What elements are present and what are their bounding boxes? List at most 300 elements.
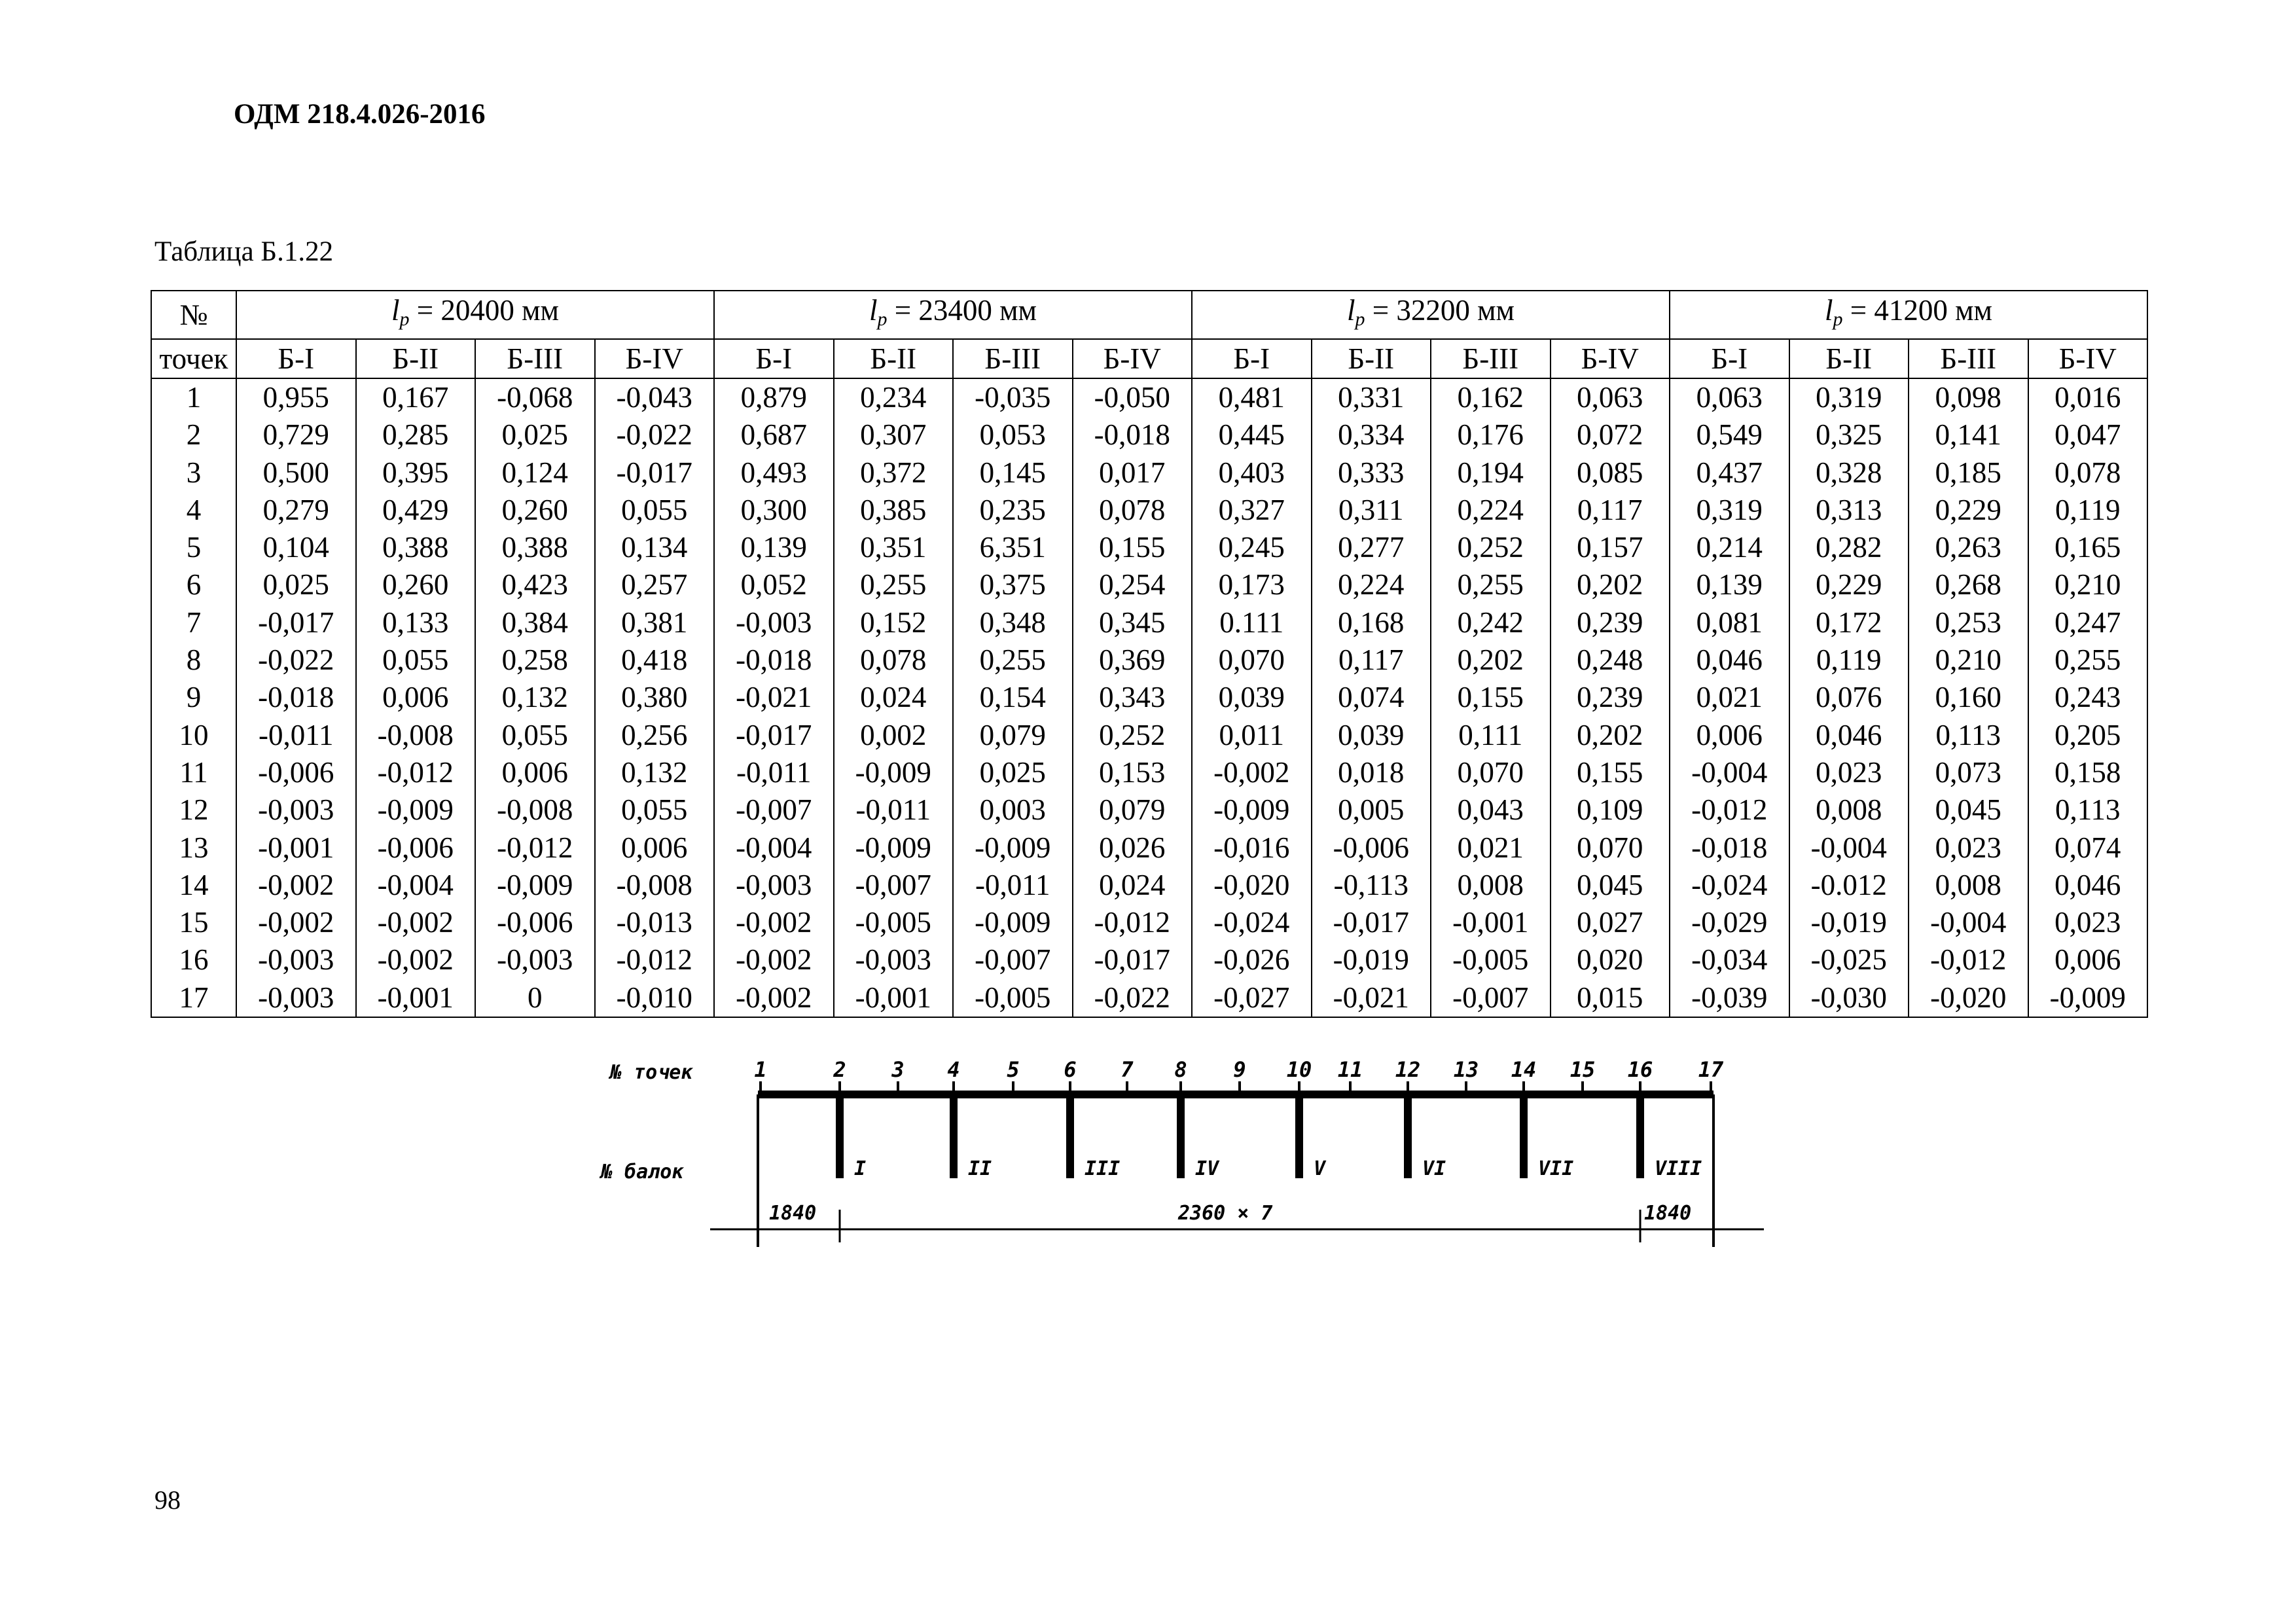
dimension-right-label: 1840 xyxy=(1644,1202,1692,1225)
coefficient-cell: -0,008 xyxy=(595,867,715,904)
coefficient-cell: 0,388 xyxy=(356,529,476,566)
point-number-cell: 1 xyxy=(151,378,236,416)
coefficient-cell: -0,004 xyxy=(1789,829,1909,867)
coefficient-cell: 0,072 xyxy=(1551,416,1670,454)
coefficient-cell: 0,039 xyxy=(1192,679,1312,716)
document-code: ОДМ 218.4.026-2016 xyxy=(234,99,486,130)
beam-column-header: Б-III xyxy=(953,339,1073,378)
coefficient-cell: 0,076 xyxy=(1789,679,1909,716)
coefficient-cell: -0,020 xyxy=(1192,867,1312,904)
coefficient-cell: 0,063 xyxy=(1670,378,1789,416)
coefficient-cell: 0,331 xyxy=(1312,378,1431,416)
coefficient-cell: 0,046 xyxy=(2028,867,2148,904)
coefficient-cell: -0,024 xyxy=(1192,904,1312,941)
coefficient-cell: -0,009 xyxy=(834,754,954,791)
points-row-label: № точек xyxy=(610,1061,693,1084)
table-caption: Таблица Б.1.22 xyxy=(154,236,334,267)
coefficient-cell: -0,016 xyxy=(1192,829,1312,867)
coefficient-cell: -0,011 xyxy=(834,791,954,829)
point-number-label: 15 xyxy=(1570,1057,1596,1082)
coefficient-cell: -0,012 xyxy=(475,829,595,867)
coefficient-cell: 0,224 xyxy=(1431,492,1551,529)
coefficient-cell: -0,009 xyxy=(2028,979,2148,1017)
coefficient-cell: 0,234 xyxy=(834,378,954,416)
coefficient-cell: 0,021 xyxy=(1670,679,1789,716)
coefficient-cell: -0,002 xyxy=(1192,754,1312,791)
coefficient-cell: 0,343 xyxy=(1073,679,1193,716)
coefficient-cell: 0,385 xyxy=(834,492,954,529)
coefficient-cell: 0,109 xyxy=(1551,791,1670,829)
coefficient-cell: 0,020 xyxy=(1551,941,1670,979)
coefficient-cell: 0,311 xyxy=(1312,492,1431,529)
coefficient-cell: 0,158 xyxy=(2028,754,2148,791)
beam-label: VII xyxy=(1538,1157,1574,1180)
coefficient-cell: 0,055 xyxy=(475,717,595,754)
coefficient-cell: 0,176 xyxy=(1431,416,1551,454)
coefficient-cell: 0,026 xyxy=(1073,829,1193,867)
coefficient-cell: 0,235 xyxy=(953,492,1073,529)
point-number-cell: 3 xyxy=(151,454,236,492)
coefficient-cell: 0,113 xyxy=(2028,791,2148,829)
coefficient-cell: -0,027 xyxy=(1192,979,1312,1017)
coefficient-cell: 0,279 xyxy=(236,492,356,529)
coefficient-cell: 0,025 xyxy=(236,566,356,604)
coefficient-cell: 0,134 xyxy=(595,529,715,566)
coefficient-cell: 0,319 xyxy=(1789,378,1909,416)
coefficient-cell: 0,372 xyxy=(834,454,954,492)
coefficient-cell: 0,194 xyxy=(1431,454,1551,492)
point-number-header-top: № xyxy=(151,291,236,339)
coefficient-cell: 0,073 xyxy=(1909,754,2028,791)
coefficient-cell: 0,165 xyxy=(2028,529,2148,566)
coefficient-cell: 0,006 xyxy=(356,679,476,716)
coefficient-cell: 0 xyxy=(475,979,595,1017)
coefficient-cell: 0,173 xyxy=(1192,566,1312,604)
point-number-cell: 10 xyxy=(151,717,236,754)
coefficient-cell: 0,224 xyxy=(1312,566,1431,604)
point-number-label: 4 xyxy=(947,1057,960,1082)
coefficient-cell: 0,300 xyxy=(714,492,834,529)
coefficient-cell: 0,202 xyxy=(1551,717,1670,754)
coefficient-cell: 0,079 xyxy=(1073,791,1193,829)
coefficient-cell: -0,009 xyxy=(356,791,476,829)
point-number-cell: 8 xyxy=(151,641,236,679)
point-number-cell: 13 xyxy=(151,829,236,867)
coefficient-cell: -0,003 xyxy=(475,941,595,979)
coefficient-cell: 0,380 xyxy=(595,679,715,716)
coefficient-cell: -0,006 xyxy=(1312,829,1431,867)
coefficient-cell: -0,019 xyxy=(1312,941,1431,979)
coefficient-cell: 0,055 xyxy=(595,791,715,829)
coefficient-cell: 0,242 xyxy=(1431,604,1551,641)
point-number-label: 17 xyxy=(1698,1057,1724,1082)
coefficient-cell: 0,113 xyxy=(1909,717,2028,754)
coefficient-cell: 0,047 xyxy=(2028,416,2148,454)
coefficient-cell: 0,024 xyxy=(1073,867,1193,904)
coefficient-cell: 0,185 xyxy=(1909,454,2028,492)
coefficient-cell: 0,258 xyxy=(475,641,595,679)
coefficient-cell: 0,025 xyxy=(953,754,1073,791)
coefficient-cell: 0,255 xyxy=(1431,566,1551,604)
coefficient-cell: 0,388 xyxy=(475,529,595,566)
beam-column-header: Б-III xyxy=(475,339,595,378)
beam-column-header: Б-III xyxy=(1909,339,2028,378)
deck-line xyxy=(758,1091,1713,1098)
coefficient-cell: -0,018 xyxy=(714,641,834,679)
coefficient-cell: 0,325 xyxy=(1789,416,1909,454)
coefficient-cell: 0,081 xyxy=(1670,604,1789,641)
point-number-label: 1 xyxy=(754,1057,767,1082)
coefficient-cell: -0,068 xyxy=(475,378,595,416)
point-number-cell: 5 xyxy=(151,529,236,566)
coefficient-cell: 0,045 xyxy=(1909,791,2028,829)
coefficient-cell: 0,005 xyxy=(1312,791,1431,829)
coefficient-cell: 0,955 xyxy=(236,378,356,416)
coefficient-cell: -0,010 xyxy=(595,979,715,1017)
coefficient-cell: 0,024 xyxy=(834,679,954,716)
coefficient-cell: 0,039 xyxy=(1312,717,1431,754)
coefficient-cell: -0,012 xyxy=(1073,904,1193,941)
coefficient-cell: -0,021 xyxy=(1312,979,1431,1017)
coefficient-cell: -0,001 xyxy=(1431,904,1551,941)
coefficient-cell: 0,243 xyxy=(2028,679,2148,716)
coefficient-cell: 0,046 xyxy=(1789,717,1909,754)
coefficient-cell: 0,008 xyxy=(1909,867,2028,904)
coefficient-cell: 0,418 xyxy=(595,641,715,679)
coefficient-cell: -0,009 xyxy=(834,829,954,867)
point-number-label: 12 xyxy=(1395,1057,1421,1082)
coefficient-cell: 0,254 xyxy=(1073,566,1193,604)
point-number-cell: 15 xyxy=(151,904,236,941)
coefficient-cell: 0,381 xyxy=(595,604,715,641)
coefficient-cell: 0,006 xyxy=(2028,941,2148,979)
point-number-cell: 17 xyxy=(151,979,236,1017)
coefficient-cell: 0,307 xyxy=(834,416,954,454)
coefficient-cell: -0,004 xyxy=(714,829,834,867)
page-number: 98 xyxy=(154,1485,181,1515)
coefficient-cell: -0,005 xyxy=(834,904,954,941)
beam-column-header: Б-II xyxy=(834,339,954,378)
point-number-header-bottom: точек xyxy=(151,339,236,378)
beam-web xyxy=(1295,1094,1303,1178)
coefficient-cell: -0,050 xyxy=(1073,378,1193,416)
coefficient-cell: 0,017 xyxy=(1073,454,1193,492)
coefficient-cell: 0,247 xyxy=(2028,604,2148,641)
coefficient-cell: -0,017 xyxy=(1073,941,1193,979)
coefficient-cell: -0,021 xyxy=(714,679,834,716)
coefficient-cell: 0.111 xyxy=(1192,604,1312,641)
coefficient-cell: 0,255 xyxy=(953,641,1073,679)
coefficient-cell: -0,004 xyxy=(356,867,476,904)
point-number-label: 3 xyxy=(891,1057,905,1082)
beam-column-header: Б-II xyxy=(356,339,476,378)
beam-label: V xyxy=(1314,1157,1326,1180)
coefficient-cell: 0,257 xyxy=(595,566,715,604)
coefficient-cell: 0,549 xyxy=(1670,416,1789,454)
point-number-label: 2 xyxy=(833,1057,846,1082)
coefficient-cell: 0,268 xyxy=(1909,566,2028,604)
beam-web xyxy=(836,1094,844,1178)
beam-label: VIII xyxy=(1655,1157,1702,1180)
coefficient-cell: 0,245 xyxy=(1192,529,1312,566)
point-number-cell: 6 xyxy=(151,566,236,604)
coefficient-cell: 0,729 xyxy=(236,416,356,454)
point-number-label: 9 xyxy=(1233,1057,1246,1082)
coefficient-cell: -0,017 xyxy=(236,604,356,641)
coefficient-cell: -0,012 xyxy=(1909,941,2028,979)
coefficient-cell: -0,001 xyxy=(236,829,356,867)
coefficient-cell: -0,020 xyxy=(1909,979,2028,1017)
coefficient-cell: 0,085 xyxy=(1551,454,1670,492)
coefficient-cell: -0,024 xyxy=(1670,867,1789,904)
coefficient-cell: 0,098 xyxy=(1909,378,2028,416)
coefficient-cell: -0,002 xyxy=(356,904,476,941)
coefficient-cell: 0,319 xyxy=(1670,492,1789,529)
coefficient-cell: 0,021 xyxy=(1431,829,1551,867)
coefficient-cell: 0,011 xyxy=(1192,717,1312,754)
coefficient-cell: -0,018 xyxy=(1073,416,1193,454)
coefficient-cell: -0,002 xyxy=(356,941,476,979)
coefficient-cell: 0,348 xyxy=(953,604,1073,641)
coefficient-cell: -0,039 xyxy=(1670,979,1789,1017)
coefficient-cell: 0,063 xyxy=(1551,378,1670,416)
point-number-label: 10 xyxy=(1286,1057,1312,1082)
coefficient-cell: 0,687 xyxy=(714,416,834,454)
coefficient-cell: -0,002 xyxy=(236,867,356,904)
coefficient-cell: 0,132 xyxy=(595,754,715,791)
coefficient-cell: 0,879 xyxy=(714,378,834,416)
coefficient-cell: 0,260 xyxy=(475,492,595,529)
beam-web xyxy=(1520,1094,1528,1178)
coefficient-cell: -0,006 xyxy=(236,754,356,791)
coefficient-cell: 0,008 xyxy=(1789,791,1909,829)
coefficient-cell: -0,009 xyxy=(1192,791,1312,829)
coefficient-cell: 0,210 xyxy=(1909,641,2028,679)
coefficient-cell: 0,139 xyxy=(1670,566,1789,604)
coefficient-cell: -0,006 xyxy=(356,829,476,867)
coefficient-cell: 0,124 xyxy=(475,454,595,492)
beam-column-header: Б-IV xyxy=(2028,339,2148,378)
coefficient-cell: 0,252 xyxy=(1073,717,1193,754)
coefficient-cell: 0,027 xyxy=(1551,904,1670,941)
coefficient-cell: -0,034 xyxy=(1670,941,1789,979)
coefficient-cell: 0,015 xyxy=(1551,979,1670,1017)
coefficient-cell: 0,155 xyxy=(1073,529,1193,566)
coefficient-cell: 0,437 xyxy=(1670,454,1789,492)
coefficient-cell: -0,004 xyxy=(1670,754,1789,791)
coefficient-cell: 0,078 xyxy=(2028,454,2148,492)
coefficient-cell: 0,155 xyxy=(1551,754,1670,791)
coefficient-cell: -0,007 xyxy=(714,791,834,829)
coefficient-cell: -0,013 xyxy=(595,904,715,941)
coefficient-cell: 0,395 xyxy=(356,454,476,492)
beam-column-header: Б-I xyxy=(714,339,834,378)
coefficient-cell: -0,017 xyxy=(1312,904,1431,941)
coefficient-cell: 0,132 xyxy=(475,679,595,716)
coefficient-cell: -0,003 xyxy=(834,941,954,979)
coefficient-cell: -0,012 xyxy=(356,754,476,791)
coefficient-cell: 0,239 xyxy=(1551,679,1670,716)
coefficient-cell: 0,481 xyxy=(1192,378,1312,416)
coefficient-cell: 0,500 xyxy=(236,454,356,492)
coefficient-cell: 0,384 xyxy=(475,604,595,641)
group-header: lp = 41200 мм xyxy=(1670,291,2147,339)
coefficient-cell: 0,327 xyxy=(1192,492,1312,529)
coefficient-cell: 0,055 xyxy=(595,492,715,529)
coefficient-cell: 0,351 xyxy=(834,529,954,566)
coefficient-cell: 0,160 xyxy=(1909,679,2028,716)
coefficient-cell: 0,008 xyxy=(1431,867,1551,904)
coefficient-cell: 0,328 xyxy=(1789,454,1909,492)
point-number-cell: 12 xyxy=(151,791,236,829)
point-number-cell: 2 xyxy=(151,416,236,454)
coefficient-cell: -0,019 xyxy=(1789,904,1909,941)
beam-column-header: Б-IV xyxy=(1073,339,1193,378)
beam-column-header: Б-I xyxy=(1192,339,1312,378)
coefficient-cell: 0,229 xyxy=(1909,492,2028,529)
coefficient-cell: 0,403 xyxy=(1192,454,1312,492)
coefficient-cell: 0,282 xyxy=(1789,529,1909,566)
point-number-cell: 7 xyxy=(151,604,236,641)
coefficient-cell: 0,006 xyxy=(595,829,715,867)
coefficient-cell: 0,333 xyxy=(1312,454,1431,492)
coefficient-cell: 0,153 xyxy=(1073,754,1193,791)
coefficient-cell: 0,229 xyxy=(1789,566,1909,604)
point-number-cell: 9 xyxy=(151,679,236,716)
coefficient-cell: -0,009 xyxy=(953,904,1073,941)
coefficient-cell: -0,022 xyxy=(595,416,715,454)
beam-web xyxy=(1404,1094,1412,1178)
coefficient-cell: 0,133 xyxy=(356,604,476,641)
coefficient-cell: 0,053 xyxy=(953,416,1073,454)
point-number-cell: 16 xyxy=(151,941,236,979)
coefficient-cell: 0,157 xyxy=(1551,529,1670,566)
coefficient-cell: -0,002 xyxy=(714,979,834,1017)
coefficient-cell: 0,239 xyxy=(1551,604,1670,641)
coefficient-cell: 0,369 xyxy=(1073,641,1193,679)
coefficient-cell: 0,252 xyxy=(1431,529,1551,566)
coefficient-cell: -0,007 xyxy=(834,867,954,904)
coefficient-cell: -0,029 xyxy=(1670,904,1789,941)
coefficient-cell: -0,022 xyxy=(1073,979,1193,1017)
coefficient-cell: -0,002 xyxy=(236,904,356,941)
coefficient-cell: -0,008 xyxy=(475,791,595,829)
coefficient-cell: 0,263 xyxy=(1909,529,2028,566)
coefficient-cell: -0,009 xyxy=(953,829,1073,867)
coefficient-cell: 0,493 xyxy=(714,454,834,492)
point-number-cell: 11 xyxy=(151,754,236,791)
beam-label: II xyxy=(968,1157,992,1180)
coefficient-cell: 0,043 xyxy=(1431,791,1551,829)
coefficient-cell: -0,005 xyxy=(953,979,1073,1017)
coefficient-cell: 0,202 xyxy=(1431,641,1551,679)
coefficient-cell: 0,139 xyxy=(714,529,834,566)
coefficient-cell: 0,152 xyxy=(834,604,954,641)
coefficient-cell: 0,162 xyxy=(1431,378,1551,416)
coefficient-cell: -0,007 xyxy=(953,941,1073,979)
coefficient-cell: 0,070 xyxy=(1551,829,1670,867)
coefficient-cell: 0,002 xyxy=(834,717,954,754)
coefficient-cell: -0,022 xyxy=(236,641,356,679)
coefficient-cell: 0,052 xyxy=(714,566,834,604)
beam-label: I xyxy=(854,1157,867,1180)
coefficient-cell: -0,002 xyxy=(714,941,834,979)
coefficient-cell: 0,070 xyxy=(1192,641,1312,679)
coefficient-cell: 0,074 xyxy=(2028,829,2148,867)
coefficient-cell: -0,008 xyxy=(356,717,476,754)
coefficient-cell: 0,375 xyxy=(953,566,1073,604)
beam-label: IV xyxy=(1195,1157,1219,1180)
coefficient-cell: -0,009 xyxy=(475,867,595,904)
coefficient-cell: 0,006 xyxy=(475,754,595,791)
coefficient-cell: 6,351 xyxy=(953,529,1073,566)
coefficient-cell: 0,111 xyxy=(1431,717,1551,754)
beams-row-label: № балок xyxy=(601,1161,684,1183)
coefficient-cell: -0,012 xyxy=(595,941,715,979)
beam-column-header: Б-IV xyxy=(1551,339,1670,378)
coefficient-cell: -0,003 xyxy=(714,867,834,904)
point-number-label: 8 xyxy=(1174,1057,1187,1082)
coefficient-cell: -0.012 xyxy=(1789,867,1909,904)
coefficient-cell: 0,078 xyxy=(1073,492,1193,529)
coefficient-cell: 0,214 xyxy=(1670,529,1789,566)
coefficient-cell: 0,429 xyxy=(356,492,476,529)
beam-column-header: Б-I xyxy=(1670,339,1789,378)
coefficient-cell: 0,016 xyxy=(2028,378,2148,416)
coefficient-cell: -0,004 xyxy=(1909,904,2028,941)
coefficient-cell: 0,168 xyxy=(1312,604,1431,641)
coefficient-cell: -0,018 xyxy=(236,679,356,716)
coefficient-cell: 0,202 xyxy=(1551,566,1670,604)
coefficient-cell: 0,155 xyxy=(1431,679,1551,716)
beam-column-header: Б-II xyxy=(1312,339,1431,378)
coefficient-cell: 0,119 xyxy=(1789,641,1909,679)
coefficient-cell: -0,003 xyxy=(714,604,834,641)
coefficient-cell: 0,025 xyxy=(475,416,595,454)
beam-web xyxy=(1177,1094,1185,1178)
coefficient-cell: -0,017 xyxy=(595,454,715,492)
coefficient-cell: 0,154 xyxy=(953,679,1073,716)
coefficient-cell: 0,145 xyxy=(953,454,1073,492)
coefficient-cell: 0,255 xyxy=(2028,641,2148,679)
beam-web xyxy=(1636,1094,1644,1178)
coefficient-cell: -0,011 xyxy=(236,717,356,754)
coefficient-cell: 0,248 xyxy=(1551,641,1670,679)
point-number-label: 11 xyxy=(1337,1057,1363,1082)
coefficient-cell: 0,445 xyxy=(1192,416,1312,454)
coefficient-cell: 0,117 xyxy=(1551,492,1670,529)
dimension-left-label: 1840 xyxy=(769,1202,817,1225)
coefficient-cell: 0,078 xyxy=(834,641,954,679)
group-header: lp = 23400 мм xyxy=(714,291,1192,339)
coefficient-cell: 0,205 xyxy=(2028,717,2148,754)
coefficient-cell: 0,104 xyxy=(236,529,356,566)
coefficient-cell: 0,313 xyxy=(1789,492,1909,529)
coefficient-cell: 0,277 xyxy=(1312,529,1431,566)
dimension-middle-label: 2360 × 7 xyxy=(1178,1202,1273,1225)
point-number-cell: 14 xyxy=(151,867,236,904)
coefficient-cell: 0,167 xyxy=(356,378,476,416)
point-number-label: 5 xyxy=(1007,1057,1020,1082)
coefficient-cell: -0,003 xyxy=(236,979,356,1017)
coefficient-cell: -0,007 xyxy=(1431,979,1551,1017)
coefficient-cell: 0,003 xyxy=(953,791,1073,829)
point-number-label: 7 xyxy=(1121,1057,1134,1082)
coefficient-cell: -0,002 xyxy=(714,904,834,941)
coefficient-cell: 0,070 xyxy=(1431,754,1551,791)
coefficient-cell: -0,001 xyxy=(834,979,954,1017)
coefficient-cell: 0,023 xyxy=(1789,754,1909,791)
